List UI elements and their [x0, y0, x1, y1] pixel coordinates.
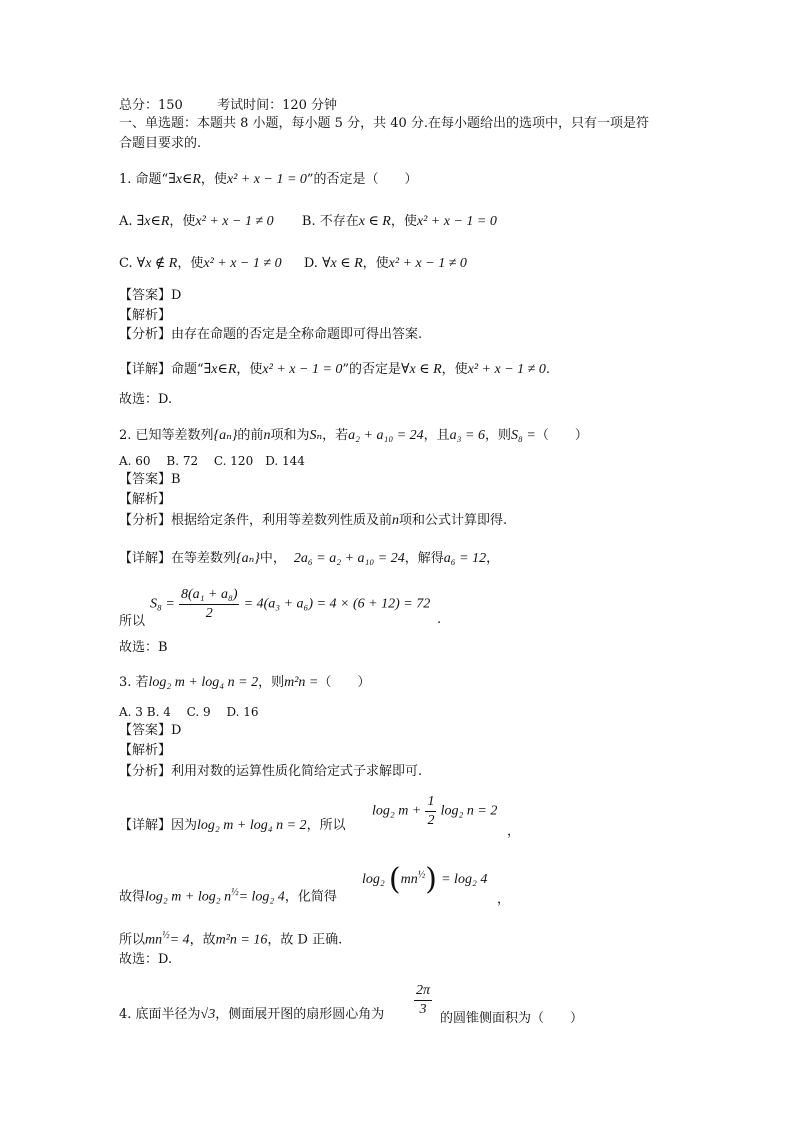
q3-xiangjie — [119, 818, 346, 834]
xj-math: log₂ n = 2 — [440, 803, 498, 819]
q1-math: x² + x − 1 = 0 — [226, 172, 307, 187]
s8-lhs: S₈ = — [150, 596, 175, 612]
q1-fenxi — [119, 327, 422, 343]
q3-answer — [119, 723, 181, 739]
option-b-math: x ∈ R — [358, 214, 391, 229]
left-paren: ( — [388, 862, 401, 897]
q3-analysis-label: 【解析】 — [119, 743, 172, 758]
option-b-text: ，使 — [390, 214, 417, 229]
xj-math: x² + x − 1 ≠ 0 — [467, 362, 546, 377]
xj-text: . — [545, 362, 550, 377]
option-c-math: x² + x − 1 ≠ 0 — [203, 256, 282, 271]
q2-suoyi: 所以 — [119, 614, 146, 629]
suoyi-math: = 4 — [169, 932, 190, 948]
xj-math: {aₙ} — [236, 551, 260, 566]
q2-math: a₃ = 6 — [449, 428, 485, 443]
xiangjie-label: 【详解】 — [119, 818, 172, 833]
q3-gude-formula — [362, 862, 487, 897]
xj-text: ”的否定是 — [342, 362, 402, 377]
q2-xiangjie — [119, 551, 499, 567]
suoyi-text: 所以 — [119, 932, 146, 948]
frac-denominator: 2 — [427, 813, 435, 828]
exponent-half: ½ — [231, 887, 239, 898]
answer-value: B — [171, 472, 181, 487]
q4-stem — [119, 1007, 384, 1023]
answer-label: 【答案】 — [119, 472, 172, 487]
q1-options-cd — [119, 256, 467, 272]
q3-suoyi — [119, 928, 342, 948]
fenxi-label: 【分析】 — [119, 327, 172, 342]
xj-text: 因为 — [171, 818, 198, 833]
q2-analysis-label: 【解析】 — [119, 492, 172, 507]
answer-value: D — [171, 288, 182, 303]
answer-label: 【答案】 — [119, 288, 172, 303]
q4-angle-fraction — [414, 982, 432, 1019]
gude-text: 故得 — [119, 889, 146, 905]
q2-math: {aₙ} — [213, 428, 238, 443]
q1-math: ∃x∈R — [168, 172, 201, 187]
q1-choose: 故选：D. — [119, 392, 173, 407]
option-a-math: x² + x − 1 ≠ 0 — [195, 214, 274, 229]
q2-text: ，且 — [423, 428, 450, 443]
q2-math: S₈ = — [511, 428, 536, 443]
q3-text: ，则 — [258, 675, 285, 690]
q3-fenxi — [119, 764, 422, 780]
angle-fraction — [414, 982, 432, 1019]
xj-math: a₆ = 12 — [443, 551, 487, 566]
right-paren: ) — [425, 862, 437, 897]
total-score: 总分：150 — [119, 98, 183, 113]
gude-math: = log₂ 4 — [238, 889, 285, 905]
q2-answer — [119, 472, 181, 488]
xj-text: ，解得 — [404, 551, 444, 566]
fenxi-text: 利用对数的运算性质化简给定式子求解即可. — [171, 764, 423, 779]
q2-text: 的前 — [237, 428, 264, 443]
q2-text: 项和为 — [270, 428, 310, 443]
q1-answer — [119, 288, 181, 304]
frac-numerator: 1 — [425, 793, 436, 812]
fenxi-text: 由存在命题的否定是全称命题即可得出答案. — [171, 327, 423, 342]
xj-math: ∃x∈R — [203, 362, 237, 377]
xj-math: ∀x ∈ R — [401, 362, 442, 377]
q4-stem-tail: 的圆锥侧面积为（ ） — [440, 1011, 584, 1026]
gude-text: ，化简得 — [284, 889, 337, 905]
q3-choose: 故选：D. — [119, 952, 173, 967]
q2-fenxi — [119, 513, 507, 529]
q2-s8-formula — [150, 586, 430, 623]
option-a-math: ∃x∈R — [136, 214, 170, 229]
fenxi-text: 项和公式计算即得. — [399, 513, 508, 528]
q3-math: log₂ m + log₄ n = 2 — [148, 675, 259, 690]
s8-numerator: 8(a₁ + a₈) — [179, 586, 240, 605]
gude-math: log₂ m + log₂ n — [145, 889, 232, 905]
q3-gude-comma: ， — [497, 892, 511, 907]
half-fraction — [425, 793, 436, 830]
section-title: 一、单选题：本题共 8 小题，每小题 5 分，共 40 分.在每小题给出的选项中，只有一项是符 — [119, 116, 650, 131]
q1-analysis-label: 【解析】 — [119, 308, 172, 323]
suoyi-math: mn — [145, 932, 163, 948]
section-title-cont: 合题目要求的. — [119, 136, 202, 151]
xj-math: x² + x − 1 = 0 — [262, 362, 343, 377]
gude-math: = log₂ 4 — [441, 872, 488, 887]
exam-time: 考试时间：120 分钟 — [217, 98, 338, 113]
q2-text: （ ） — [535, 428, 588, 443]
xj-text: 命题“ — [171, 362, 204, 377]
exponent-half: ½ — [417, 869, 426, 881]
option-c-label: C. — [119, 256, 133, 271]
gude-math: log₂ — [362, 872, 385, 887]
q2-text: ，若 — [322, 428, 349, 443]
suoyi-math: m²n = 16 — [215, 932, 268, 948]
xj-text: 在等差数列 — [171, 551, 237, 566]
xj-text: ，使 — [441, 362, 468, 377]
fenxi-label: 【分析】 — [119, 764, 172, 779]
xiangjie-label: 【详解】 — [119, 551, 172, 566]
option-a-text: ，使 — [169, 214, 196, 229]
exam-header — [119, 98, 337, 114]
option-d-label: D. — [303, 256, 318, 271]
q3-gude — [119, 885, 337, 905]
suoyi-text: ，故 D 正确. — [267, 932, 343, 948]
option-d-math: x² + x − 1 ≠ 0 — [388, 256, 467, 271]
option-d-text: ，使 — [362, 256, 389, 271]
q1-options-ab — [119, 214, 497, 230]
q2-text: 2. 已知等差数列 — [119, 428, 214, 443]
fenxi-math: n — [392, 513, 400, 528]
q1-stem-text: ，使 — [200, 172, 227, 187]
option-d-math: ∀x ∈ R — [322, 256, 363, 271]
q3-options: A. 3 B. 4 C. 9 D. 16 — [119, 705, 259, 719]
q2-options: A. 60 B. 72 C. 120 D. 144 — [119, 454, 305, 468]
xj-text: ，使 — [236, 362, 263, 377]
q2-stem — [119, 428, 588, 444]
xj-math: log₂ m + log₄ n = 2 — [197, 818, 307, 833]
q3-xj-formula2 — [372, 793, 497, 830]
answer-label: 【答案】 — [119, 723, 172, 738]
angle-denominator: 3 — [419, 1002, 427, 1017]
q4-text: 4. 底面半径为 — [119, 1007, 201, 1022]
q1-stem — [119, 172, 418, 188]
option-c-text: ，使 — [177, 256, 204, 271]
q3-text: （ ） — [318, 675, 371, 690]
xj-math: log₂ m + — [372, 803, 422, 819]
s8-rhs: = 4(a₃ + a₆) = 4 × (6 + 12) = 72 — [243, 596, 431, 612]
s8-denominator: 2 — [205, 606, 213, 621]
answer-value: D — [171, 723, 182, 738]
suoyi-text: ，故 — [189, 932, 216, 948]
option-b-math: x² + x − 1 = 0 — [416, 214, 497, 229]
option-b-label: B. 不存在 — [301, 214, 359, 229]
q4-math: √3 — [200, 1007, 216, 1022]
angle-numerator: 2π — [414, 982, 432, 1001]
s8-fraction — [179, 586, 240, 623]
q3-xj-comma: ， — [507, 824, 521, 839]
fenxi-label: 【分析】 — [119, 513, 172, 528]
q3-stem — [119, 675, 370, 691]
q1-xiangjie — [119, 362, 550, 378]
q2-math: a₂ + a₁₀ = 24 — [348, 428, 424, 443]
xj-text: ， — [486, 551, 500, 566]
q2-math: Sₙ — [309, 428, 323, 443]
xiangjie-label: 【详解】 — [119, 362, 172, 377]
fenxi-text: 根据给定条件，利用等差数列性质及前 — [171, 513, 393, 528]
xj-math: 2a₆ = a₂ + a₁₀ = 24 — [293, 551, 405, 566]
q4-text: ，侧面展开图的扇形圆心角为 — [215, 1007, 385, 1022]
q3-text: 3. 若 — [119, 675, 149, 690]
xj-text: 中， — [259, 551, 286, 566]
q3-math: m²n = — [284, 675, 319, 690]
q2-period: . — [437, 612, 442, 627]
gude-math: mn — [400, 872, 418, 887]
exponent-half: ½ — [162, 930, 170, 941]
option-c-math: ∀x ∉ R — [136, 256, 178, 271]
option-a-label: A. — [119, 214, 133, 229]
q1-stem-text: 1. 命题“ — [119, 172, 169, 187]
q1-stem-text: ”的否定是（ ） — [306, 172, 418, 187]
q2-choose: 故选：B — [119, 640, 168, 655]
q2-math: n — [263, 428, 271, 443]
q2-text: ，则 — [485, 428, 512, 443]
xj-text: ，所以 — [306, 818, 346, 833]
